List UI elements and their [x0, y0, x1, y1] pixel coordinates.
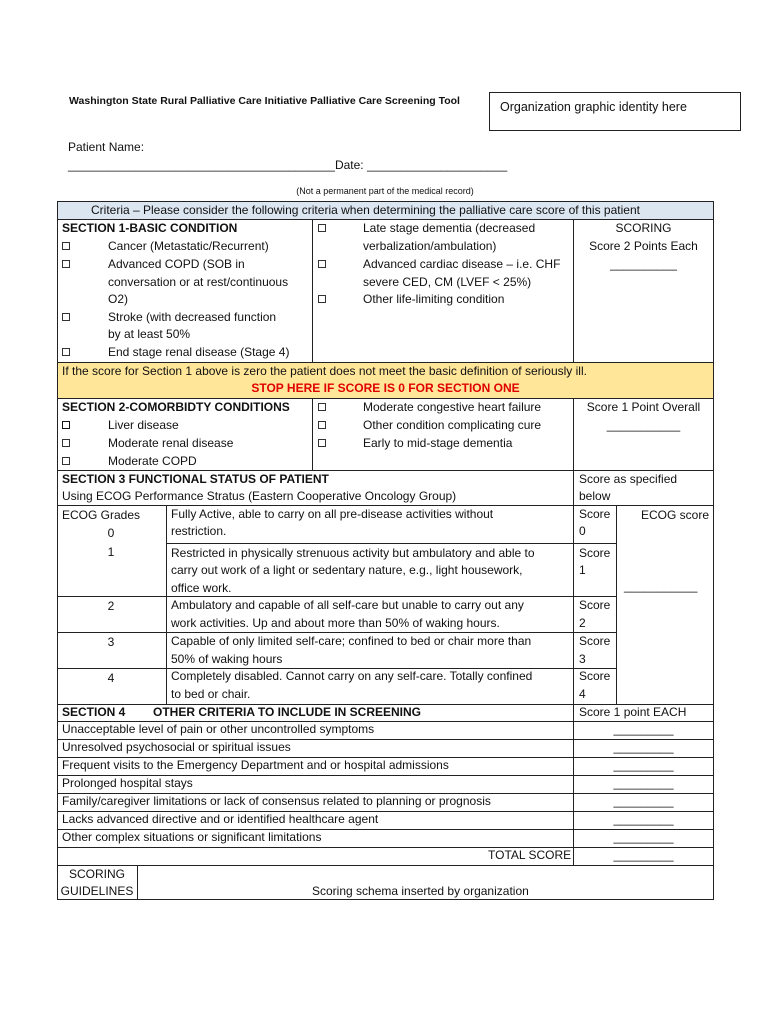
s1-item-stroke: Stroke (with decreased function — [108, 310, 277, 324]
ecog-score-word: Score — [579, 669, 611, 683]
section4-subtitle: OTHER CRITERIA TO INCLUDE IN SCREENING — [153, 705, 422, 719]
form-title: Washington State Rural Palliative Care Initiative Palliative Care Screening Tool — [69, 95, 460, 107]
s1-item-copd-cont: conversation or at rest/continuous — [108, 275, 289, 289]
guidelines-label-2: GUIDELINES — [60, 884, 134, 898]
ecog-grade: 3 — [107, 635, 115, 649]
s4-item: Prolonged hospital stays — [62, 776, 193, 790]
s4-score-field[interactable]: _________ — [613, 722, 674, 736]
s1-item-dementia-cont: verbalization/ambulation) — [363, 239, 497, 253]
total-score-label: TOTAL SCORE — [488, 848, 572, 862]
s2-item-chf: Moderate congestive heart failure — [363, 400, 542, 414]
s3-score-spec-below: below — [579, 489, 611, 503]
checkbox[interactable] — [62, 313, 70, 321]
ecog-desc: Restricted in physically strenuous activity but ambulatory and able to — [171, 546, 535, 560]
section4-title: SECTION 4 — [62, 705, 126, 719]
ecog-desc: Fully Active, able to carry on all pre-disease activities without — [171, 507, 494, 521]
section3-subtitle: Using ECOG Performance Stratus (Eastern Cooperative Oncology Group) — [62, 489, 457, 503]
ecog-score-value: 1 — [579, 563, 586, 577]
s4-item: Unacceptable level of pain or other uncontrolled symptoms — [62, 722, 375, 736]
section1-title: SECTION 1-BASIC CONDITION — [62, 221, 238, 235]
s1-score-field[interactable]: __________ — [610, 257, 677, 271]
checkbox[interactable] — [318, 439, 326, 447]
stop-banner-text: If the score for Section 1 above is zero the patient does not meet the basic definition of seriously ill. — [62, 364, 587, 378]
s4-score-field[interactable]: _________ — [613, 740, 674, 754]
ecog-desc: Completely disabled. Cannot carry on any self-care. Totally confined — [171, 669, 533, 683]
ecog-desc: office work. — [171, 581, 232, 595]
s4-item: Other complex situations or significant limitations — [62, 830, 322, 844]
ecog-grade: 4 — [107, 671, 115, 685]
patient-name-date-field[interactable]: ________________________________________Date: _____________________ — [68, 158, 508, 172]
ecog-desc: carry out work of a light or sedentary nature, e.g., light housework, — [171, 563, 523, 577]
checkbox[interactable] — [62, 242, 70, 250]
s2-item-renal: Moderate renal disease — [108, 436, 234, 450]
ecog-desc: to bed or chair. — [171, 687, 251, 701]
ecog-score-field[interactable]: ___________ — [624, 579, 698, 593]
stop-banner-warning: STOP HERE IF SCORE IS 0 FOR SECTION ONE — [251, 381, 520, 395]
checkbox[interactable] — [318, 421, 326, 429]
s1-item-copd: Advanced COPD (SOB in — [108, 257, 245, 271]
s2-item-other: Other condition complicating cure — [363, 418, 542, 432]
s3-score-spec: Score as specified — [579, 472, 678, 486]
s4-item: Unresolved psychosocial or spiritual issues — [62, 740, 291, 754]
ecog-score-value: 3 — [579, 652, 586, 666]
s4-score-field[interactable]: _________ — [613, 812, 674, 826]
ecog-score-label: ECOG score — [641, 508, 710, 522]
checkbox[interactable] — [62, 348, 70, 356]
record-note: (Not a permanent part of the medical record) — [296, 186, 474, 196]
ecog-score-word: Score — [579, 634, 611, 648]
s4-score-field[interactable]: _________ — [613, 776, 674, 790]
guidelines-label: SCORING — [68, 867, 125, 881]
patient-name-label: Patient Name: — [68, 140, 145, 154]
ecog-desc: restriction. — [171, 524, 227, 538]
ecog-grade: 2 — [107, 599, 115, 613]
ecog-score-value: 0 — [579, 524, 586, 538]
guidelines-text: Scoring schema inserted by organization — [312, 884, 529, 898]
s4-item: Family/caregiver limitations or lack of consensus related to planning or prognosis — [62, 794, 491, 808]
s1-item-stroke-cont: by at least 50% — [108, 327, 191, 341]
s4-score-field[interactable]: _________ — [613, 758, 674, 772]
s1-item-cancer: Cancer (Metastatic/Recurrent) — [108, 239, 269, 253]
organization-logo-placeholder: Organization graphic identity here — [489, 92, 741, 131]
ecog-grade: 1 — [107, 545, 115, 559]
s2-item-liver: Liver disease — [108, 418, 179, 432]
s4-item: Frequent visits to the Emergency Department and or hospital admissions — [62, 758, 449, 772]
s2-score-field[interactable]: ___________ — [606, 418, 681, 432]
ecog-score-word: Score — [579, 507, 611, 521]
s4-score-label: Score 1 point EACH — [579, 705, 687, 719]
checkbox[interactable] — [62, 421, 70, 429]
checkbox[interactable] — [318, 224, 326, 232]
s2-item-dementia: Early to mid-stage dementia — [363, 436, 513, 450]
ecog-desc: Ambulatory and capable of all self-care but unable to carry out any — [171, 598, 524, 612]
criteria-header-text: Criteria – Please consider the following criteria when determining the palliative care score of this patient — [91, 203, 640, 217]
checkbox[interactable] — [318, 403, 326, 411]
s2-score-label: Score 1 Point Overall — [586, 400, 701, 414]
checkbox[interactable] — [318, 295, 326, 303]
total-score-field[interactable]: _________ — [613, 848, 674, 862]
s1-item-dementia: Late stage dementia (decreased — [363, 221, 536, 235]
s1-item-cardiac: Advanced cardiac disease – i.e. CHF — [363, 257, 561, 271]
checkbox[interactable] — [62, 457, 70, 465]
s1-item-cardiac-cont: severe CED, CM (LVEF < 25%) — [363, 275, 532, 289]
ecog-grade: 0 — [107, 526, 115, 540]
s4-score-field[interactable]: _________ — [613, 830, 674, 844]
ecog-score-word: Score — [579, 546, 611, 560]
ecog-score-value: 4 — [579, 687, 586, 701]
section3-title: SECTION 3 FUNCTIONAL STATUS OF PATIENT — [62, 472, 329, 486]
s1-scoring-title: SCORING — [615, 221, 672, 235]
s1-item-renal: End stage renal disease (Stage 4) — [108, 345, 290, 359]
ecog-desc: Capable of only limited self-care; confined to bed or chair more than — [171, 634, 532, 648]
ecog-grades-label: ECOG Grades — [62, 508, 141, 522]
ecog-score-word: Score — [579, 598, 611, 612]
checkbox[interactable] — [318, 260, 326, 268]
checkbox[interactable] — [62, 260, 70, 268]
s4-score-field[interactable]: _________ — [613, 794, 674, 808]
s1-item-copd-o2: O2) — [108, 292, 129, 306]
s4-item: Lacks advanced directive and or identified healthcare agent — [62, 812, 379, 826]
s1-scoring-each: Score 2 Points Each — [589, 239, 698, 253]
s2-item-copd: Moderate COPD — [108, 454, 197, 468]
ecog-desc: work activities. Up and about more than 50% of waking hours. — [171, 616, 500, 630]
ecog-desc: 50% of waking hours — [171, 652, 283, 666]
section2-title: SECTION 2-COMORBIDTY CONDITIONS — [62, 400, 290, 414]
s1-item-other: Other life-limiting condition — [363, 292, 505, 306]
checkbox[interactable] — [62, 439, 70, 447]
ecog-score-value: 2 — [579, 616, 586, 630]
